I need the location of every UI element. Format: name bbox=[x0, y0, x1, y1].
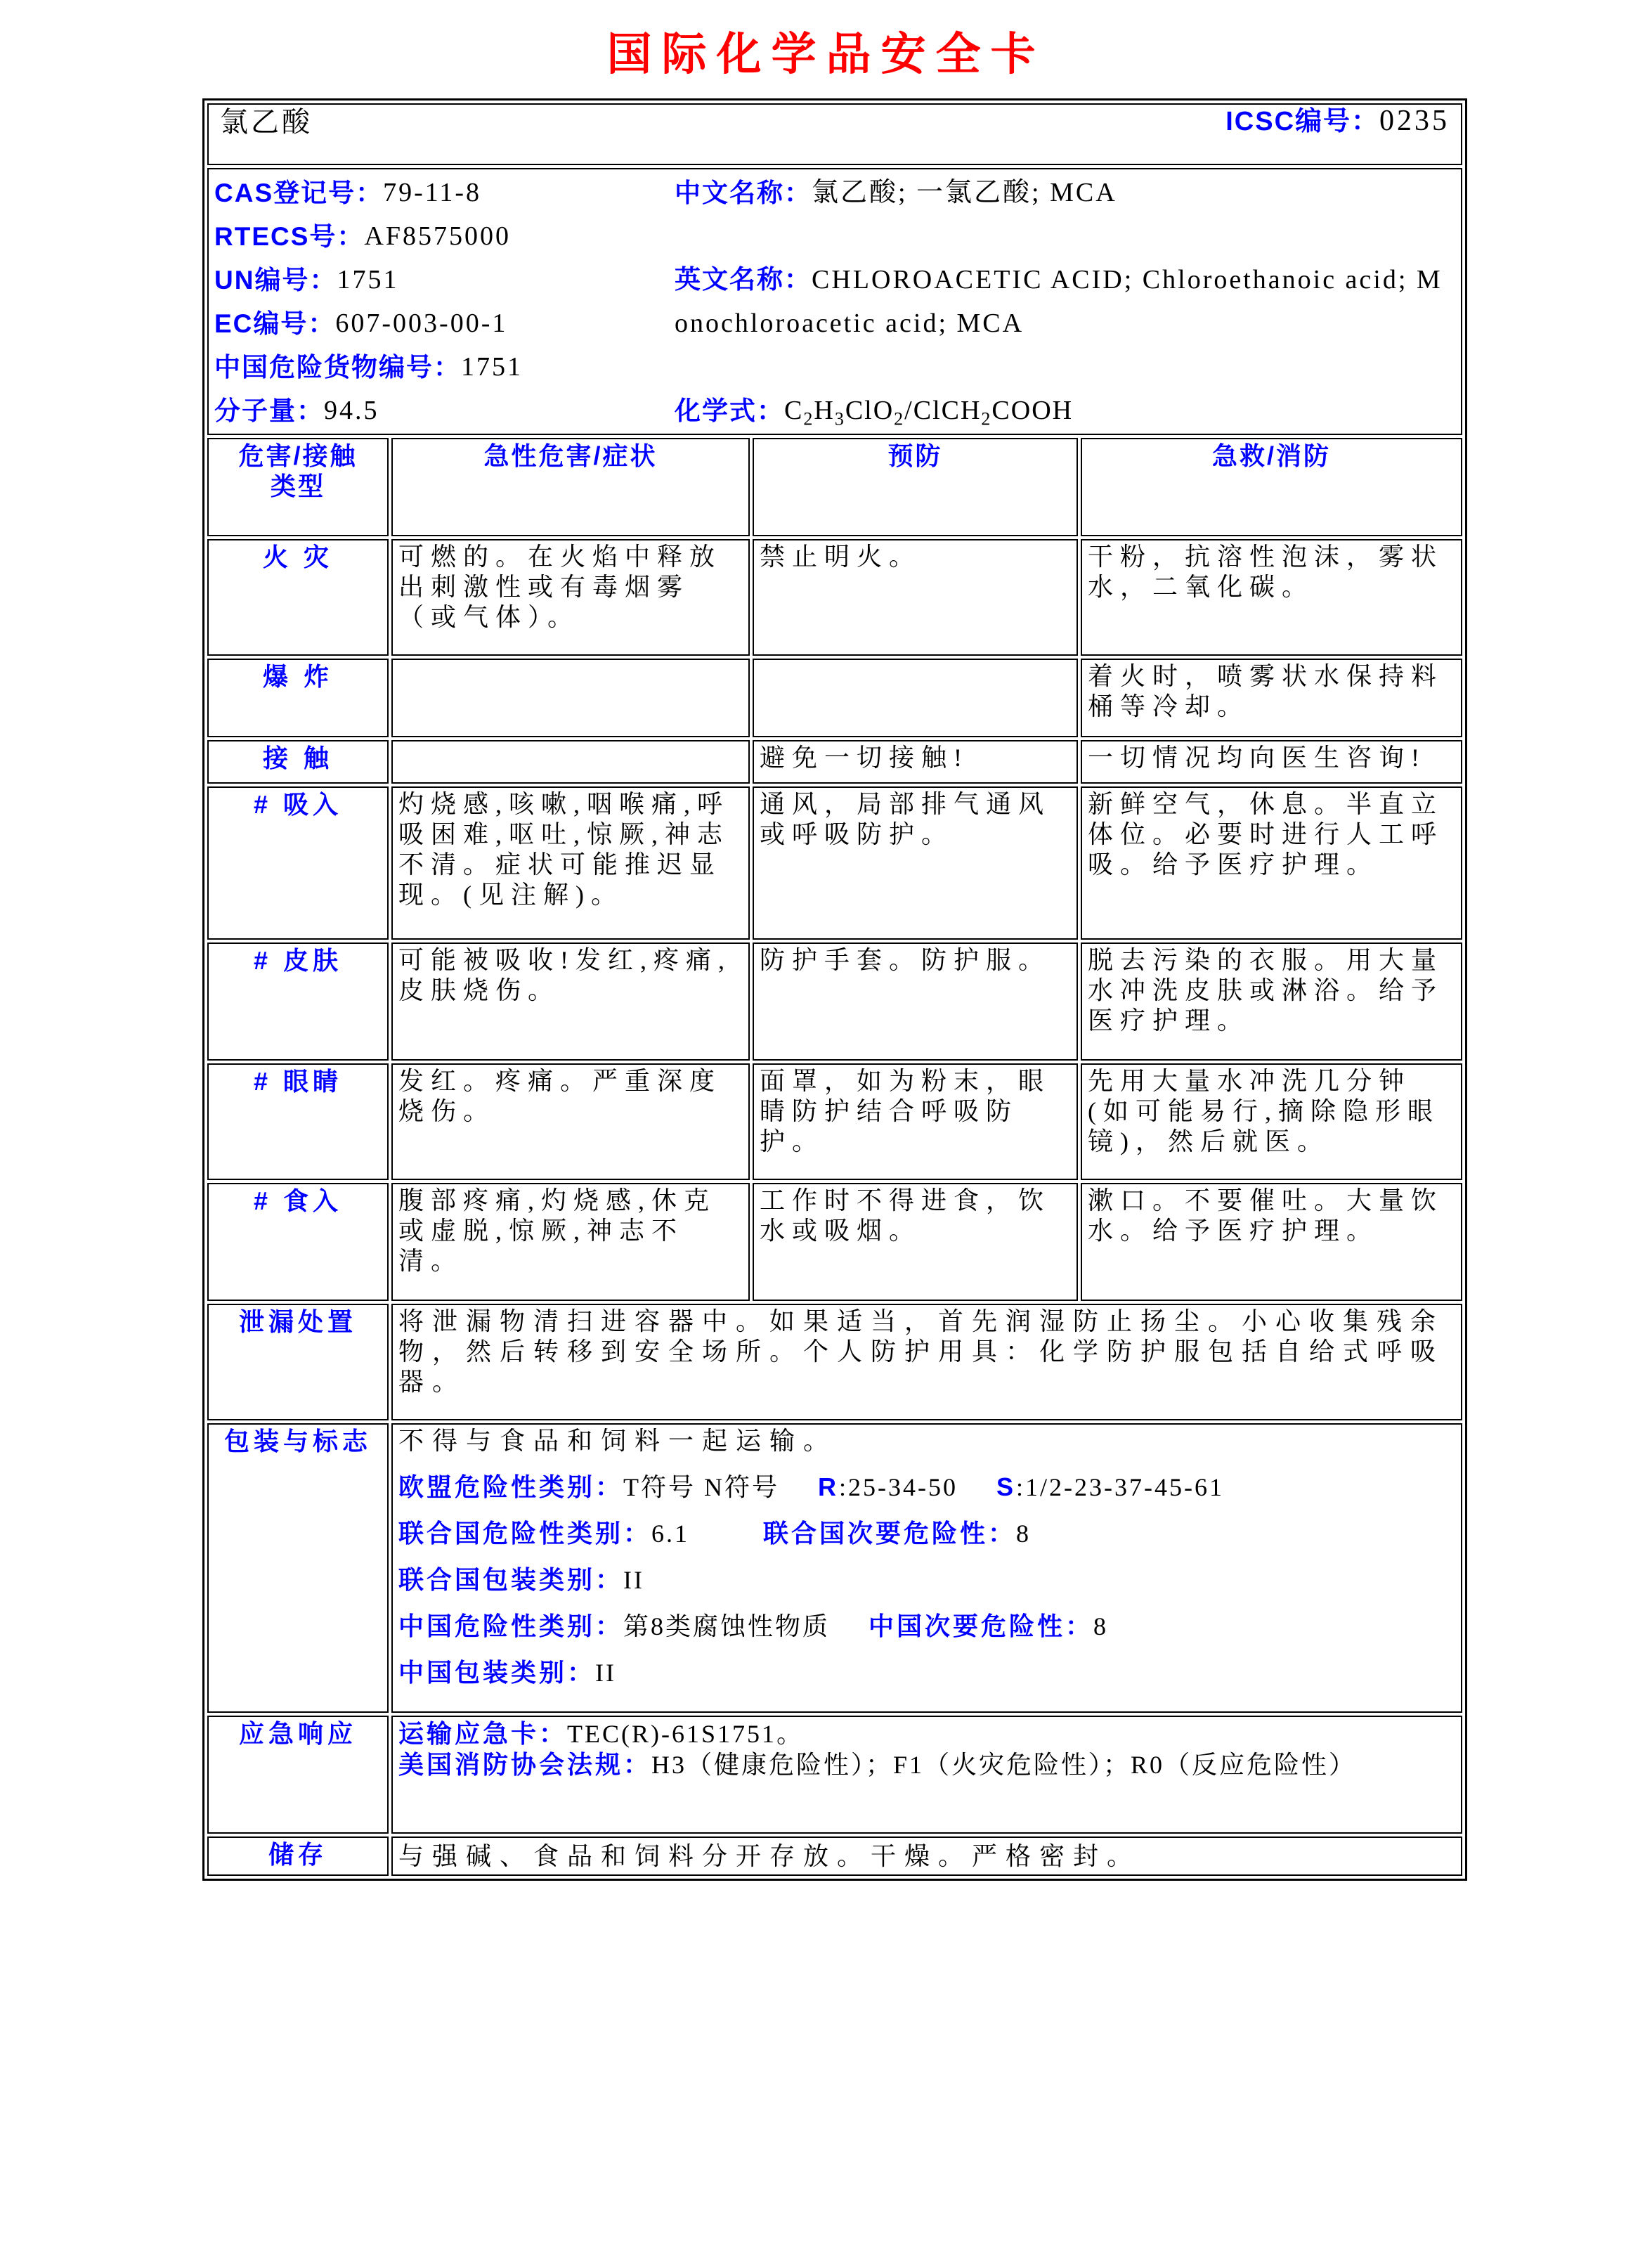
skin-symptom: 可能被吸收!发红,疼痛,皮肤烧伤。 bbox=[391, 942, 750, 1061]
table-row bbox=[207, 942, 1462, 1061]
packaging-un-class-line bbox=[398, 1518, 1455, 1549]
substance-name: 氯乙酸 bbox=[220, 105, 313, 138]
exposure-response: 一切情况均向医生咨询! bbox=[1081, 740, 1462, 784]
table-row bbox=[207, 740, 1462, 784]
chinese-name-value: 氯乙酸; 一氯乙酸; MCA bbox=[812, 177, 1117, 207]
card-header-cell bbox=[207, 103, 1462, 165]
id-line-cas bbox=[214, 171, 675, 214]
header-text: 危害/接触 bbox=[238, 441, 358, 470]
page-title: 国际化学品安全卡 bbox=[606, 29, 1046, 79]
un-subrisk-label: 联合国次要危险性： bbox=[763, 1519, 1017, 1548]
header-acute-hazards: 急性危害/症状 bbox=[391, 438, 750, 536]
explosion-prevention bbox=[753, 659, 1078, 737]
s-phrase-value: :1/2-23-37-45-61 bbox=[1016, 1473, 1224, 1501]
icsc-number-group bbox=[1225, 106, 1450, 137]
transport-card-line bbox=[398, 1718, 1455, 1749]
packaging-transport-note: 不得与食品和饲料一起运输。 bbox=[398, 1427, 838, 1455]
spill-text: 将泄漏物清扫进容器中。如果适当，首先润湿防止扬尘。小心收集残余物，然后转移到安全场所。个人防护用具：化学防护服包括自给式呼吸器。 bbox=[391, 1304, 1462, 1420]
icsc-number: 0235 bbox=[1379, 105, 1450, 137]
table-row bbox=[207, 1716, 1462, 1834]
packaging-cn-pack-line bbox=[398, 1657, 1455, 1688]
un-pack-label: 联合国包装类别： bbox=[398, 1565, 624, 1594]
row-label-fire: 火 灾 bbox=[207, 539, 389, 656]
eyes-symptom: 发红。疼痛。严重深度烧伤。 bbox=[391, 1063, 750, 1180]
table-row bbox=[207, 1063, 1462, 1180]
row-label-packaging: 包装与标志 bbox=[207, 1423, 389, 1713]
row-label-emergency: 应急响应 bbox=[207, 1716, 389, 1834]
table-row bbox=[207, 1836, 1462, 1876]
eyes-response: 先用大量水冲洗几分钟(如可能易行,摘除隐形眼镜)，然后就医。 bbox=[1081, 1063, 1462, 1180]
row-label-eyes: # 眼睛 bbox=[207, 1063, 389, 1180]
ingestion-prevention: 工作时不得进食，饮水或吸烟。 bbox=[753, 1183, 1078, 1301]
un-class-label: 联合国危险性类别： bbox=[398, 1519, 652, 1548]
exposure-prevention: 避免一切接触! bbox=[753, 740, 1078, 784]
id-label: CAS登记号： bbox=[214, 178, 384, 207]
transport-card-label: 运输应急卡： bbox=[398, 1719, 568, 1748]
inhalation-symptom: 灼烧感,咳嗽,咽喉痛,呼吸困难,呕吐,惊厥,神志不清。症状可能推迟显现。(见注解)。 bbox=[391, 786, 750, 940]
emergency-section bbox=[391, 1716, 1462, 1834]
exposure-symptom bbox=[391, 740, 750, 784]
cn-subrisk-label: 中国次要危险性： bbox=[869, 1612, 1094, 1640]
id-line-molweight bbox=[214, 389, 675, 432]
header-hazard-type bbox=[207, 438, 389, 536]
formula-value: $C_2H_3ClO_2/ClCH_2COOH$ bbox=[784, 395, 1074, 429]
table-row bbox=[207, 786, 1462, 940]
id-label: RTECS号： bbox=[214, 221, 365, 251]
table-row bbox=[207, 1304, 1462, 1420]
fire-prevention: 禁止明火。 bbox=[753, 539, 1078, 656]
eu-class-label: 欧盟危险性类别： bbox=[398, 1472, 624, 1501]
id-line-ec bbox=[214, 302, 675, 345]
table-row bbox=[207, 659, 1462, 737]
cn-pack-label: 中国包装类别： bbox=[398, 1658, 596, 1687]
inhalation-prevention: 通风，局部排气通风或呼吸防护。 bbox=[753, 786, 1078, 940]
row-label-spill: 泄漏处置 bbox=[207, 1304, 389, 1420]
fire-symptom: 可燃的。在火焰中释放出刺激性或有毒烟雾（或气体）。 bbox=[391, 539, 750, 656]
table-row bbox=[207, 1423, 1462, 1713]
explosion-response: 着火时，喷雾状水保持料桶等冷却。 bbox=[1081, 659, 1462, 737]
ingestion-response: 漱口。不要催吐。大量饮水。给予医疗护理。 bbox=[1081, 1183, 1462, 1301]
nfpa-label: 美国消防协会法规： bbox=[398, 1750, 652, 1779]
row-label-skin: # 皮肤 bbox=[207, 942, 389, 1061]
fire-response: 干粉，抗溶性泡沫，雾状水，二氧化碳。 bbox=[1081, 539, 1462, 656]
identification-numbers bbox=[214, 171, 675, 432]
id-value: 79-11-8 bbox=[383, 177, 482, 207]
id-line-china-dg bbox=[214, 345, 675, 389]
eyes-prevention: 面罩，如为粉末，眼睛防护结合呼吸防护。 bbox=[753, 1063, 1078, 1180]
identification-names bbox=[675, 171, 1455, 432]
eu-class-value: T符号 N符号 bbox=[623, 1473, 780, 1501]
cn-subrisk-value: 8 bbox=[1093, 1612, 1109, 1640]
id-line-rtecs bbox=[214, 214, 675, 258]
table-row bbox=[207, 103, 1462, 165]
cn-class-value: 第8类腐蚀性物质 bbox=[623, 1612, 831, 1640]
id-label: UN编号： bbox=[214, 265, 337, 294]
packaging-eu-line bbox=[398, 1472, 1455, 1503]
id-label: 分子量： bbox=[214, 396, 324, 425]
storage-text: 与强碱、食品和饲料分开存放。干燥。严格密封。 bbox=[391, 1836, 1462, 1876]
english-name-label: 英文名称： bbox=[675, 265, 812, 294]
nfpa-line bbox=[398, 1749, 1455, 1780]
id-value: 1751 bbox=[337, 264, 399, 294]
id-line-un bbox=[214, 258, 675, 302]
id-value: 94.5 bbox=[324, 395, 379, 425]
table-row bbox=[207, 539, 1462, 656]
skin-prevention: 防护手套。防护服。 bbox=[753, 942, 1078, 1061]
row-label-inhalation: # 吸入 bbox=[207, 786, 389, 940]
un-subrisk-value: 8 bbox=[1016, 1520, 1032, 1548]
id-value: AF8575000 bbox=[364, 221, 511, 251]
ingestion-symptom: 腹部疼痛,灼烧感,休克或虚脱,惊厥,神志不清。 bbox=[391, 1183, 750, 1301]
s-phrase-label: S bbox=[996, 1472, 1017, 1501]
id-label: EC编号： bbox=[214, 309, 336, 338]
id-value: 607-003-00-1 bbox=[335, 308, 508, 338]
header-prevention: 预防 bbox=[753, 438, 1078, 536]
r-phrase-value: :25-34-50 bbox=[839, 1473, 958, 1501]
table-row bbox=[207, 168, 1462, 435]
header-first-aid: 急救/消防 bbox=[1081, 438, 1462, 536]
english-name-value: CHLOROACETIC ACID; Chloroethanoic acid; Monochloroacetic acid; MCA bbox=[675, 265, 1443, 338]
table-row bbox=[207, 1183, 1462, 1301]
un-pack-value: II bbox=[623, 1566, 644, 1594]
row-label-storage: 储存 bbox=[207, 1836, 389, 1876]
cn-class-label: 中国危险性类别： bbox=[398, 1612, 624, 1640]
table-row bbox=[207, 438, 1462, 536]
un-class-value: 6.1 bbox=[651, 1520, 690, 1548]
explosion-symptom bbox=[391, 659, 750, 737]
formula-line bbox=[675, 389, 1455, 432]
packaging-un-pack-line bbox=[398, 1564, 1455, 1595]
id-value: 1751 bbox=[461, 351, 523, 382]
row-label-exposure: 接 触 bbox=[207, 740, 389, 784]
formula-label: 化学式： bbox=[675, 396, 784, 425]
skin-response: 脱去污染的衣服。用大量水冲洗皮肤或淋浴。给予医疗护理。 bbox=[1081, 942, 1462, 1061]
header-text: 类型 bbox=[270, 472, 325, 500]
identification-section bbox=[207, 168, 1462, 435]
id-label: 中国危险货物编号： bbox=[214, 352, 461, 382]
chinese-name-line bbox=[675, 171, 1455, 214]
row-label-explosion: 爆 炸 bbox=[207, 659, 389, 737]
packaging-section bbox=[391, 1423, 1462, 1713]
icsc-label: ICSC编号： bbox=[1225, 107, 1380, 136]
cn-pack-value: II bbox=[595, 1659, 616, 1687]
row-label-ingestion: # 食入 bbox=[207, 1183, 389, 1301]
chinese-name-label: 中文名称： bbox=[675, 178, 812, 207]
safety-card-table bbox=[202, 98, 1467, 1881]
packaging-cn-class-line bbox=[398, 1611, 1455, 1642]
inhalation-response: 新鲜空气，休息。半直立体位。必要时进行人工呼吸。给予医疗护理。 bbox=[1081, 786, 1462, 940]
english-name-line bbox=[675, 258, 1455, 345]
r-phrase-label: R bbox=[818, 1472, 840, 1501]
nfpa-value: H3（健康危险性）；F1（火灾危险性）；R0（反应危险性） bbox=[651, 1751, 1357, 1779]
transport-card-value: TEC(R)-61S1751。 bbox=[567, 1720, 805, 1748]
